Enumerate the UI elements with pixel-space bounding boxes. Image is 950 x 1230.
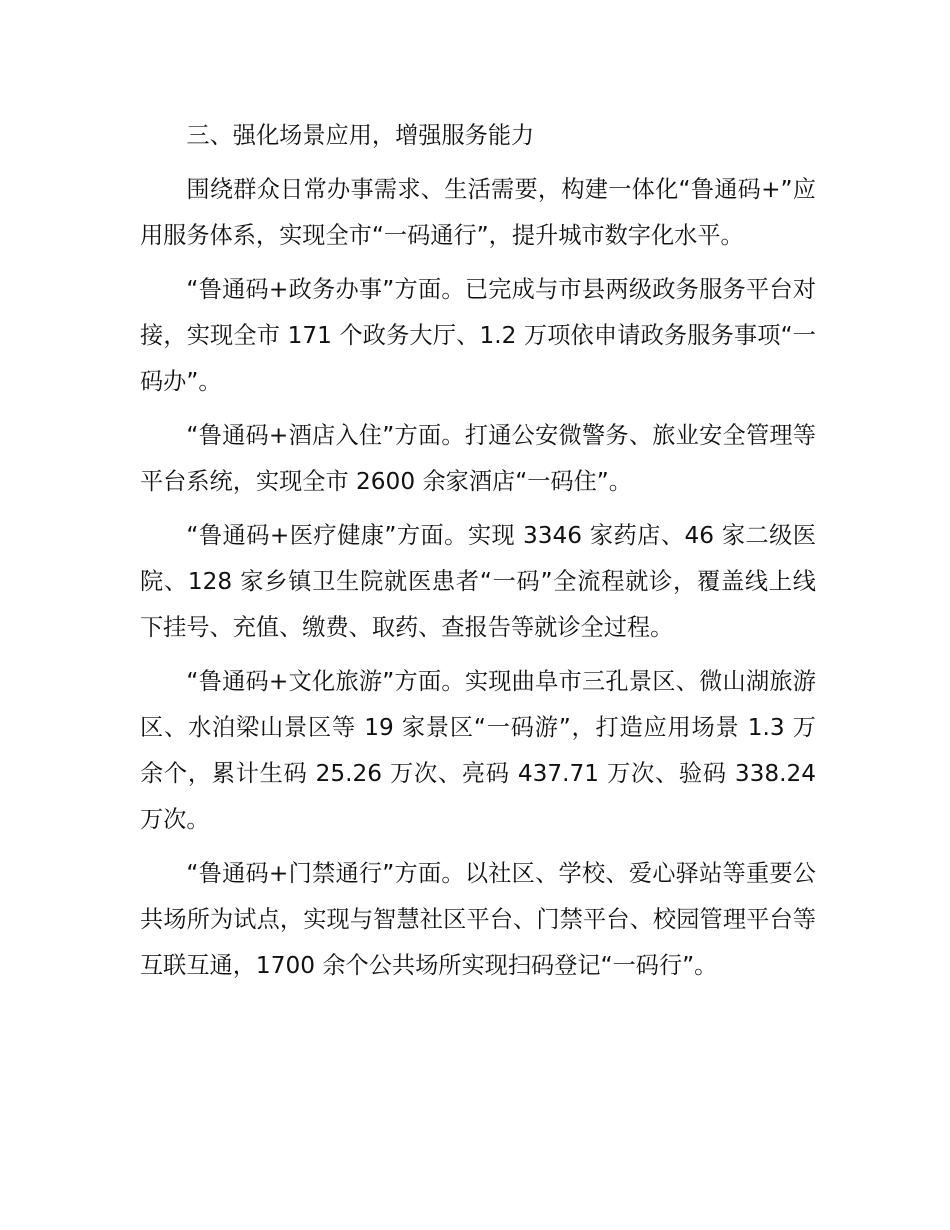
section-heading: 三、强化场景应用，增强服务能力	[186, 122, 535, 149]
paragraph-culture-tourism: “鲁通码+文化旅游”方面。实现曲阜市三孔景区、微山湖旅游区、水泊梁山景区等 19 家景区“一码游”，打造应用场景 1.3 万余个，累计生码 25.26 万次、亮码 437.71 万次、验码 338.24 万次。	[140, 668, 816, 833]
paragraph-intro: 围绕群众日常办事需求、生活需要，构建一体化“鲁通码+”应用服务体系，实现全市“一码通行”，提升城市数字化水平。	[140, 176, 816, 249]
paragraph-access-control: “鲁通码+门禁通行”方面。以社区、学校、爱心驿站等重要公共场所为试点，实现与智慧社区平台、门禁平台、校园管理平台等互联互通，1700 余个公共场所实现扫码登记“一码行”。	[140, 860, 816, 979]
document-body	[140, 113, 816, 989]
paragraph-medical-health: “鲁通码+医疗健康”方面。实现 3346 家药店、46 家二级医院、128 家乡镇卫生院就医患者“一码”全流程就诊，覆盖线上线下挂号、充值、缴费、取药、查报告等就诊全过程。	[140, 522, 816, 641]
paragraph-hotel-checkin: “鲁通码+酒店入住”方面。打通公安微警务、旅业安全管理等平台系统，实现全市 2600 余家酒店“一码住”。	[140, 422, 816, 495]
paragraph-government-services: “鲁通码+政务办事”方面。已完成与市县两级政务服务平台对接，实现全市 171 个政务大厅、1.2 万项依申请政务服务事项“一码办”。	[140, 276, 816, 395]
